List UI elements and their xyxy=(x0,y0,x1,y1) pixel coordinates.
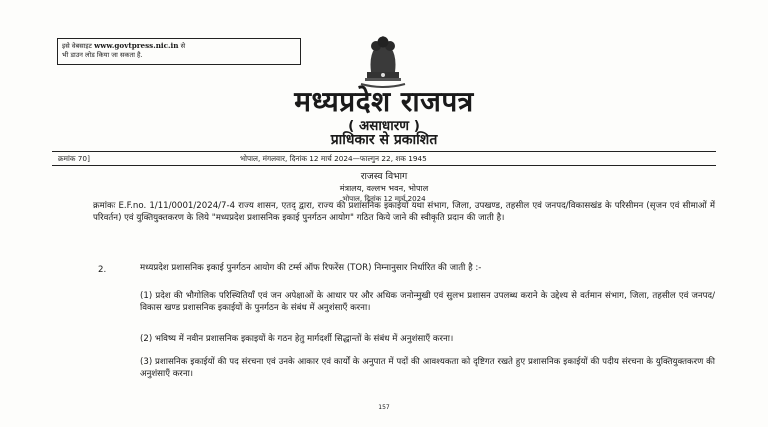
website-url[interactable]: www.govtpress.nic.in xyxy=(94,41,179,50)
ministry-address: मंत्रालय, वल्लभ भवन, भोपाल xyxy=(339,183,429,193)
paragraph-2-number: 2. xyxy=(98,265,107,275)
top-divider xyxy=(52,151,716,152)
tor-item-3: (3) प्रशासनिक इकाईयों की पद संरचना एवं उनके आकार एवं कार्यों के अनुपात में पदों की आवश्यकता को दृष्टिगत रखते हुए प्रशासनिक इकाईयों की पदीय संरचना के युक्तियुक्तकरण की अनुशंसाएँ करना। xyxy=(140,357,715,380)
tor-item-2: (2) भविष्य में नवीन प्रशासनिक इकाइयों के गठन हेतु मार्गदर्शी सिद्धान्तों के संबंध में अनुशंसाएँ करना। xyxy=(140,334,454,344)
bottom-divider xyxy=(52,165,716,166)
issue-number: क्रमांक 70] xyxy=(58,154,90,163)
notice-suffix: से xyxy=(180,42,186,50)
website-notice-box xyxy=(57,38,301,65)
department-name: राजस्व विभाग xyxy=(360,171,408,182)
order-date: भोपाल, दिनांक 12 मार्च 2024 xyxy=(342,194,426,203)
website-notice-line2: भी डाउन लोड किया जा सकता है. xyxy=(62,51,143,59)
gazette-type: ( असाधारण ) xyxy=(348,118,420,134)
notice-prefix: इसे वेबसाइट xyxy=(62,42,92,50)
tor-item-1: (1) प्रदेश की भौगोलिक परिस्थितियाँ एवं जन अपेक्षाओं के आधार पर और अधिक जनोन्मुखी एवं सुलभ प्रशासन उपलब्ध कराने के उद्देश्य से वर्तमान संभाग, जिला, तहसील एवं जनपद/ विकास खण्ड प्रशासनिक इकाईयों के पुनर्गठन के संबंध में अनुशंसाएँ करना। xyxy=(140,291,715,314)
paragraph-2: मध्यप्रदेश प्रशासनिक इकाई पुनर्गठन आयोग की टर्म्स ऑफ रिफरेंस (TOR) निम्नानुसार निर्धारित की जाती है :- xyxy=(140,263,482,273)
gazette-title: मध्यप्रदेश राजपत्र xyxy=(294,85,474,118)
paragraph-1: क्रमांकः E.F.no. 1/11/0001/2024/7-4 राज्य शासन, एतद् द्वारा, राज्य की प्रशासनिक इकाईयों यथा संभाग, जिला, उपखण्ड, तहसील एवं जनपद/विकासखंड के परिसीमन (सृजन एवं सीमाओं में परिवर्तन) एवं युक्तियुक्तकरण के लिये "मध्यप्रदेश प्रशासनिक इकाई पुनर्गठन आयोग" गठित किये जाने की स्वीकृति प्रदान की जाती है। xyxy=(93,201,715,224)
state-emblem-icon xyxy=(357,26,409,90)
gazette-authority: प्राधिकार से प्रकाशित xyxy=(330,132,438,148)
page-number: 157 xyxy=(378,404,390,411)
issue-date: भोपाल, मंगलवार, दिनांक 12 मार्च 2024—फाल्गुन 22, शक 1945 xyxy=(240,154,427,163)
website-notice-line1 xyxy=(62,41,296,51)
